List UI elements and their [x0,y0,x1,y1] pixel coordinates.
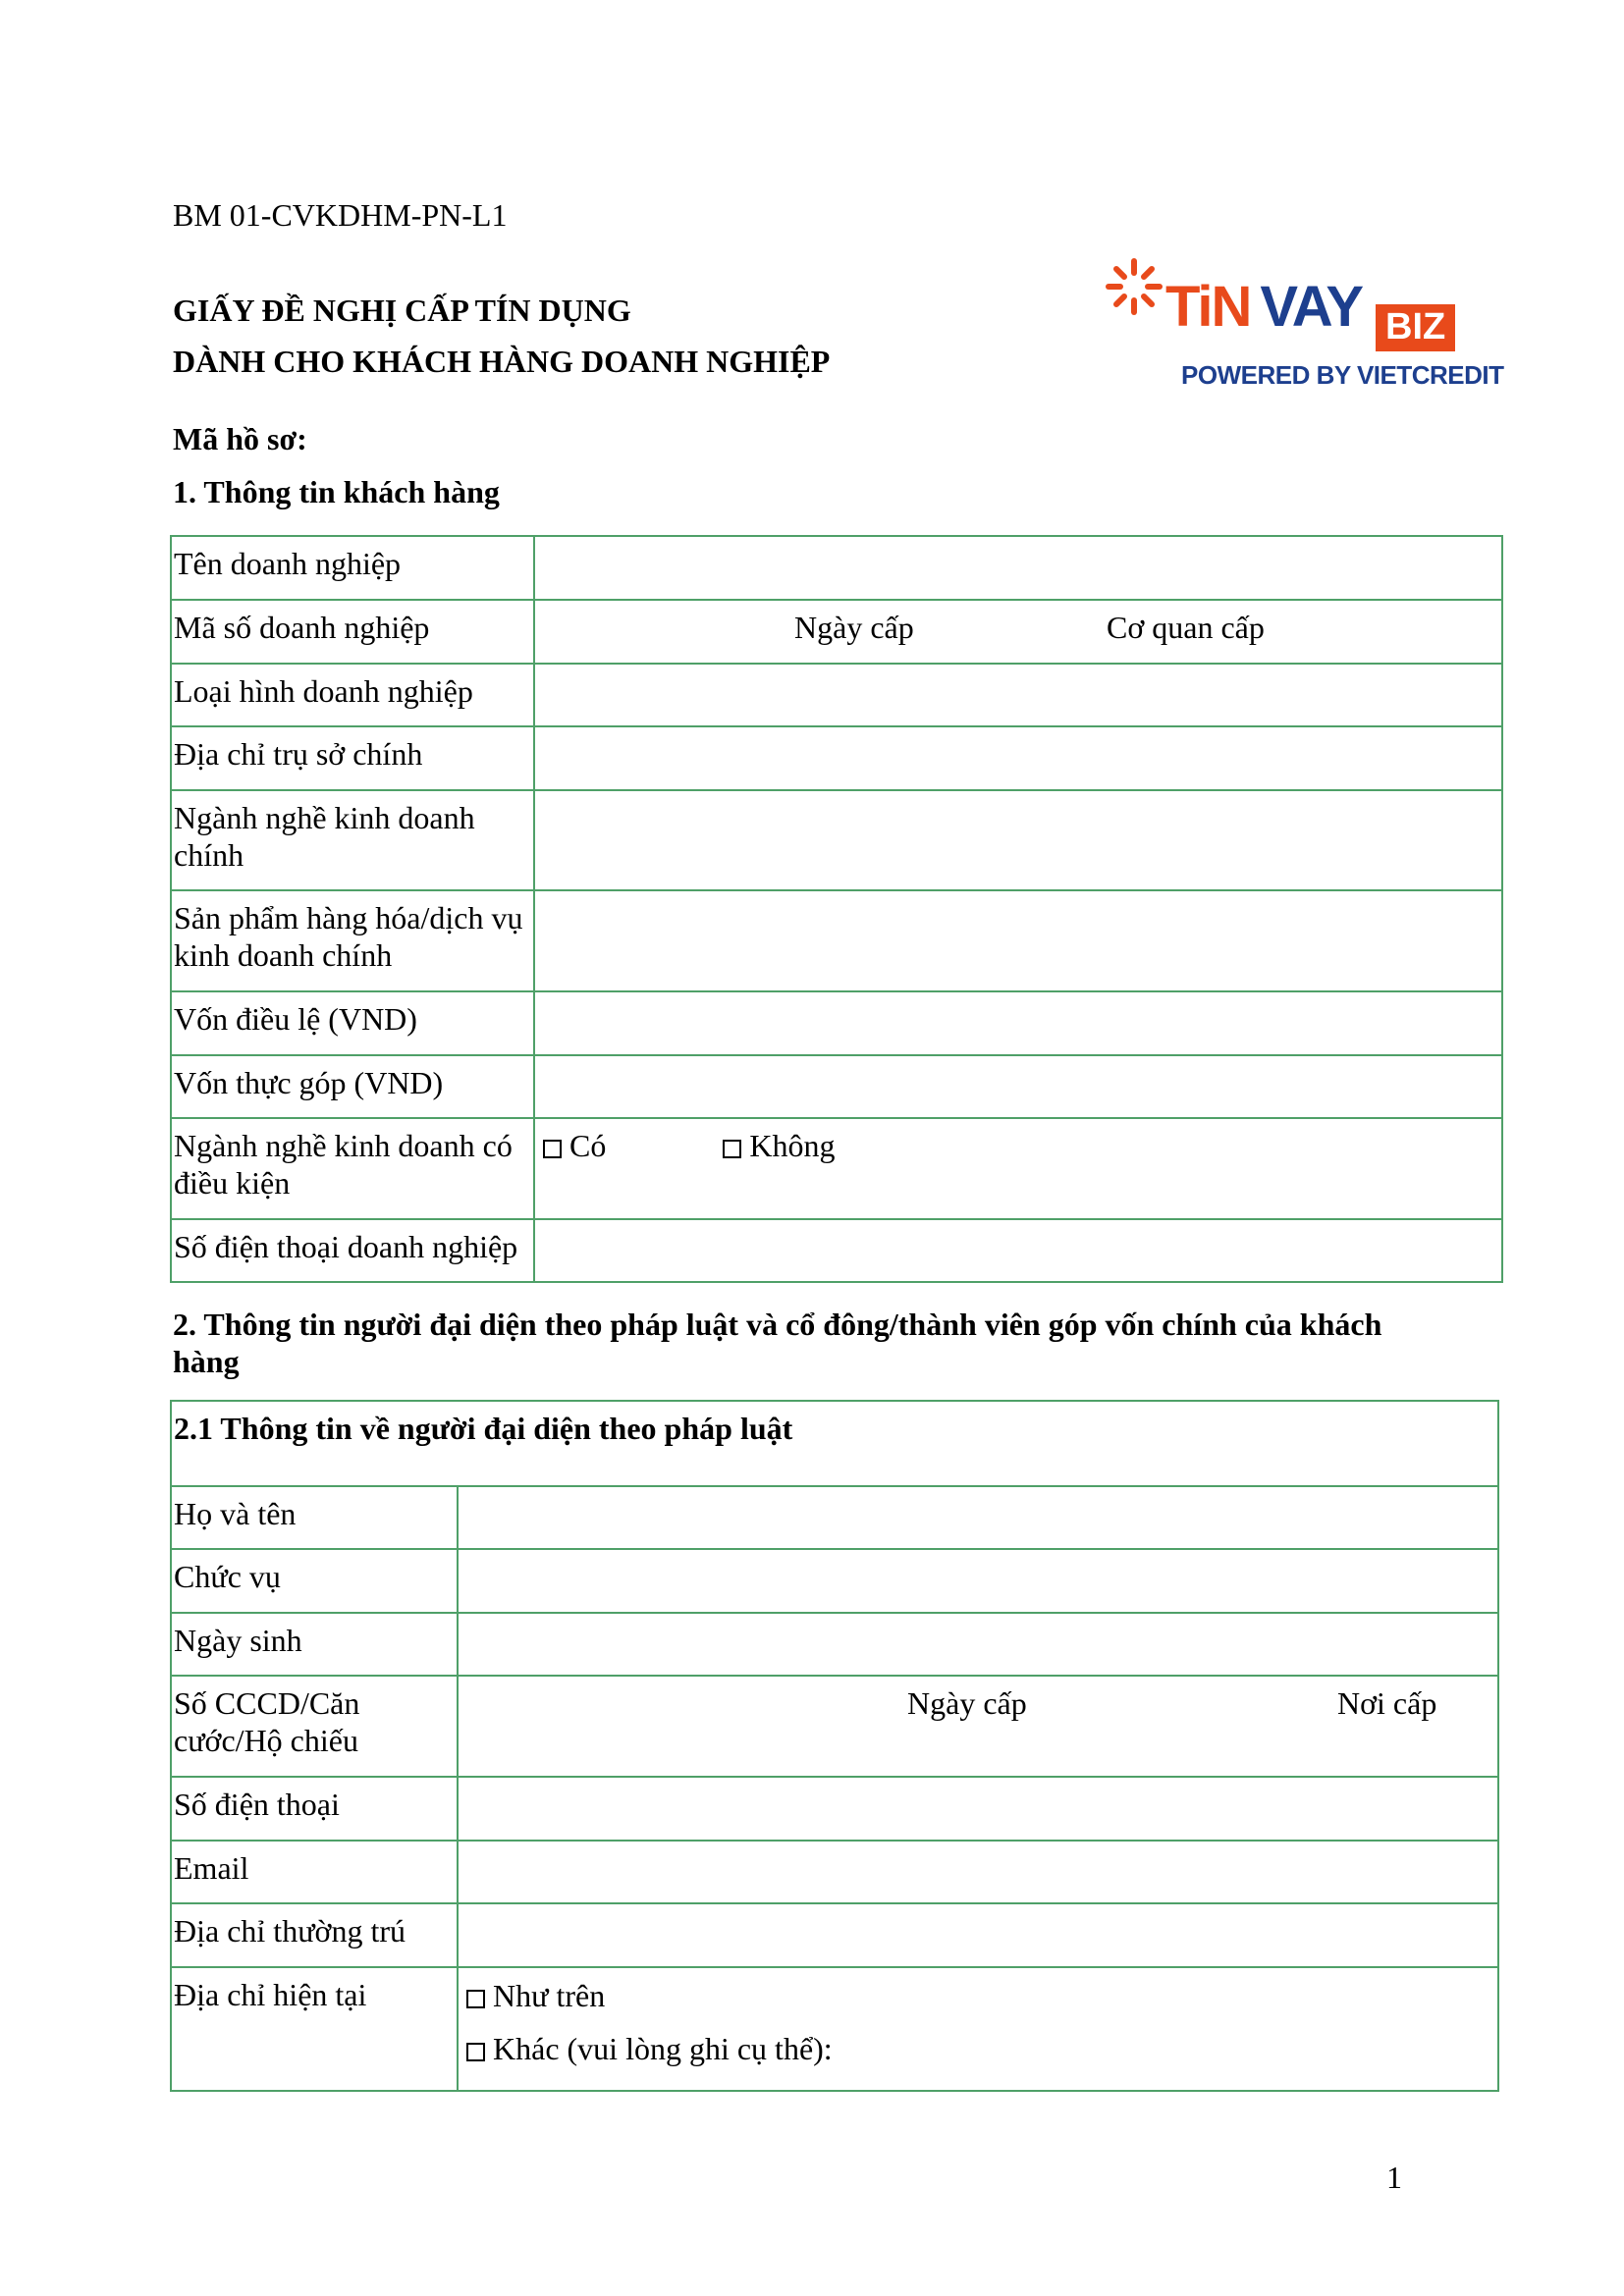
customer-info-table [170,535,1503,1283]
table-row [171,1118,1502,1219]
company-phone-field[interactable] [534,1219,1502,1282]
document-title-line1: GIẤY ĐỀ NGHỊ CẤP TÍN DỤNG [173,293,631,328]
business-code-field[interactable] [534,600,1502,664]
phone-field[interactable] [458,1777,1498,1841]
field-label: Tên doanh nghiệp [171,536,534,600]
table-row [171,600,1502,664]
table-row [171,1613,1498,1676]
field-label: Vốn thực góp (VND) [171,1055,534,1118]
option-other[interactable] [460,2029,1495,2068]
form-code: BM 01-CVKDHM-PN-L1 [173,197,508,233]
section2-title: 2. Thông tin người đại diện theo pháp luật và cổ đông/thành viên góp vốn chính của khách hàng [173,1307,1382,1379]
field-label: Số CCCD/Căn cước/Hộ chiếu [171,1676,458,1777]
table-row [171,1841,1498,1903]
position-field[interactable] [458,1549,1498,1613]
field-label: Chức vụ [171,1549,458,1613]
main-products-field[interactable] [534,890,1502,991]
logo-vay: VAY [1260,275,1363,339]
logo-tin: TiN [1165,275,1251,339]
field-label: Địa chỉ hiện tại [171,1967,458,2091]
field-label: Sản phẩm hàng hóa/dịch vụ kinh doanh chính [171,890,534,991]
permanent-address-field[interactable] [458,1903,1498,1967]
field-label: Địa chỉ trụ sở chính [171,726,534,790]
option-yes[interactable] [537,1127,606,1164]
table-row [171,664,1502,726]
subsection-title: 2.1 Thông tin về người đại diện theo pháp luật [171,1401,1498,1486]
field-label: Địa chỉ thường trú [171,1903,458,1967]
current-address-options [458,1967,1498,2091]
company-name-field[interactable] [534,536,1502,600]
logo-biz-badge: BIZ [1376,304,1455,351]
issue-date-label: Ngày cấp [794,610,914,645]
business-type-field[interactable] [534,664,1502,726]
full-name-field[interactable] [458,1486,1498,1549]
legal-representative-table [170,1400,1499,2092]
field-label: Email [171,1841,458,1903]
table-row [171,726,1502,790]
section1-title: 1. Thông tin khách hàng [173,474,500,509]
id-issue-date-label: Ngày cấp [907,1685,1027,1721]
paid-in-capital-field[interactable] [534,1055,1502,1118]
table-row [171,536,1502,600]
checkbox-yes[interactable] [543,1140,562,1158]
email-field[interactable] [458,1841,1498,1903]
charter-capital-field[interactable] [534,991,1502,1055]
field-label: Ngày sinh [171,1613,458,1676]
sunburst-icon [1105,257,1164,316]
field-label: Vốn điều lệ (VND) [171,991,534,1055]
logo-tagline: POWERED BY VIETCREDIT [1181,360,1504,390]
field-label: Loại hình doanh nghiệp [171,664,534,726]
checkbox-no[interactable] [723,1140,741,1158]
option-no[interactable] [717,1127,835,1164]
head-office-address-field[interactable] [534,726,1502,790]
field-label: Số điện thoại doanh nghiệp [171,1219,534,1282]
option-same-as-above[interactable] [460,1976,1495,2015]
field-label: Số điện thoại [171,1777,458,1841]
checkbox-same[interactable] [466,1990,485,2008]
table-row [171,1903,1498,1967]
field-label: Họ và tên [171,1486,458,1549]
main-business-field[interactable] [534,790,1502,890]
table-row [171,991,1502,1055]
field-label: Ngành nghề kinh doanh chính [171,790,534,890]
table-row [171,1676,1498,1777]
option-same-label: Như trên [493,1978,606,2013]
table-row [171,790,1502,890]
option-no-label: Không [749,1128,836,1163]
field-label: Ngành nghề kinh doanh có điều kiện [171,1118,534,1219]
issuing-authority-label: Cơ quan cấp [1107,610,1265,645]
document-title-line2: DÀNH CHO KHÁCH HÀNG DOANH NGHIỆP [173,344,831,379]
option-other-label: Khác (vui lòng ghi cụ thể): [493,2031,833,2066]
table-row [171,890,1502,991]
dossier-code-label: Mã hồ sơ: [173,421,307,456]
field-label: Mã số doanh nghiệp [171,600,534,664]
page-number: 1 [1386,2160,1402,2195]
brand-logo [1105,257,1504,395]
id-issue-place-label: Nơi cấp [1337,1685,1437,1721]
date-of-birth-field[interactable] [458,1613,1498,1676]
conditional-business-options [534,1118,1502,1219]
table-row [171,1055,1502,1118]
option-yes-label: Có [569,1128,607,1163]
logo-wordmark [1165,275,1363,339]
table-row [171,1401,1498,1486]
table-row [171,1219,1502,1282]
table-row [171,1777,1498,1841]
checkbox-other[interactable] [466,2043,485,2061]
table-row [171,1967,1498,2091]
id-number-field[interactable] [458,1676,1498,1777]
table-row [171,1486,1498,1549]
table-row [171,1549,1498,1613]
